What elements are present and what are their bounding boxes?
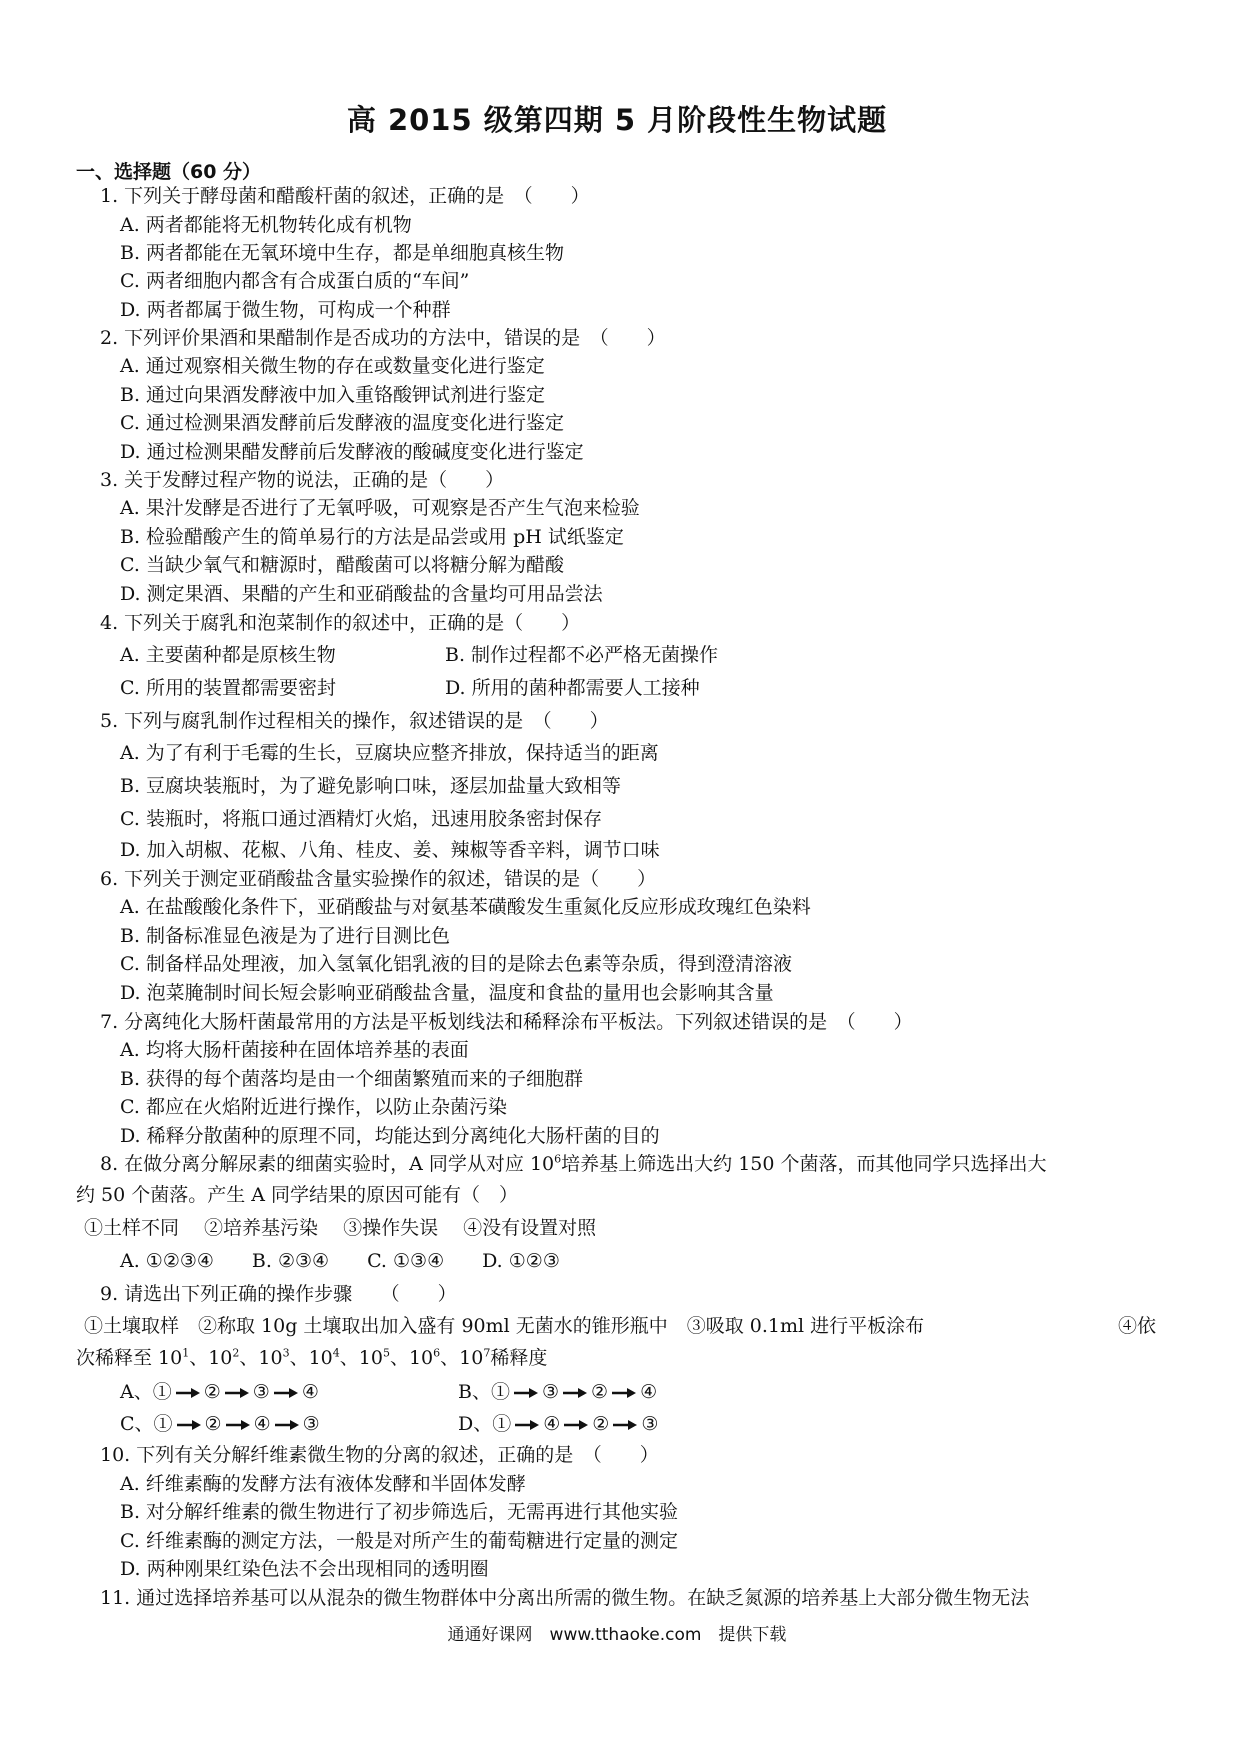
question-2-option-b: B. 通过向果酒发酵液中加入重铬酸钾试剂进行鉴定 [120, 384, 546, 406]
arrow-right-icon [177, 1420, 201, 1430]
question-4-option-b: B. 制作过程都不必严格无菌操作 [445, 644, 719, 666]
arrow-right-icon [226, 1420, 250, 1430]
question-9-dilution: 次稀释至 $10^1$、$10^2$、$10^3$、$10^4$、$10^5$、$10^6$、$10^7$稀释度 [76, 1346, 548, 1369]
question-5-option-c: C. 装瓶时，将瓶口通过酒精灯火焰，迅速用胶条密封保存 [120, 808, 602, 830]
question-9-option-d: D、① ④ ② ③ [458, 1413, 659, 1435]
question-8-options: A. ①②③④ B. ②③④ C. ①③④ D. ①②③ [120, 1250, 560, 1272]
question-10-option-d: D. 两种刚果红染色法不会出现相同的透明圈 [120, 1558, 489, 1580]
question-9-option-b: B、① ③ ② ④ [458, 1381, 658, 1403]
question-10-option-a: A. 纤维素酶的发酵方法有液体发酵和半固体发酵 [120, 1473, 526, 1495]
question-1-option-a: A. 两者都能将无机物转化成有机物 [120, 214, 412, 236]
question-9-stem: 9. 请选出下列正确的操作步骤 （ ） [100, 1283, 457, 1305]
question-4-stem: 4. 下列关于腐乳和泡菜制作的叙述中，正确的是（ ） [100, 612, 581, 634]
question-9-option-a: A、① ② ③ ④ [120, 1381, 319, 1403]
question-11-stem: 11. 通过选择培养基可以从混杂的微生物群体中分离出所需的微生物。在缺乏氮源的培养基上大部分微生物无法 [100, 1587, 1030, 1609]
question-9-steps: ①土壤取样 ②称取 10g 土壤取出加入盛有 90ml 无菌水的锥形瓶中 ③吸取 0.1ml 进行平板涂布 [84, 1315, 925, 1337]
question-2-option-a: A. 通过观察相关微生物的存在或数量变化进行鉴定 [120, 355, 545, 377]
section-heading: 一、选择题（60 分） [76, 161, 262, 183]
question-7-option-b: B. 获得的每个菌落均是由一个细菌繁殖而来的子细胞群 [120, 1068, 584, 1090]
question-4-option-a: A. 主要菌种都是原核生物 [120, 644, 336, 666]
question-6-option-d: D. 泡菜腌制时间长短会影响亚硝酸盐含量，温度和食盐的量用也会影响其含量 [120, 982, 774, 1004]
question-1-option-c: C. 两者细胞内都含有合成蛋白质的“车间” [120, 270, 470, 292]
page-title: 高 2015 级第四期 5 月阶段性生物试题 [346, 103, 888, 137]
question-7-option-a: A. 均将大肠杆菌接种在固体培养基的表面 [120, 1039, 469, 1061]
question-3-option-d: D. 测定果酒、果醋的产生和亚硝酸盐的含量均可用品尝法 [120, 583, 603, 605]
arrow-right-icon [225, 1388, 249, 1398]
question-6-option-b: B. 制备标准显色液是为了进行目测比色 [120, 925, 451, 947]
question-2-option-c: C. 通过检测果酒发酵前后发酵液的温度变化进行鉴定 [120, 412, 564, 434]
arrow-right-icon [515, 1420, 539, 1430]
arrow-right-icon [613, 1420, 637, 1430]
question-5-option-d: D. 加入胡椒、花椒、八角、桂皮、姜、辣椒等香辛料，调节口味 [120, 839, 660, 861]
arrow-right-icon [274, 1388, 298, 1398]
question-2-option-d: D. 通过检测果醋发酵前后发酵液的酸碱度变化进行鉴定 [120, 441, 584, 463]
question-9-option-c: C、① ② ④ ③ [120, 1413, 320, 1435]
arrow-right-icon [564, 1420, 588, 1430]
question-10-option-c: C. 纤维素酶的测定方法，一般是对所产生的葡萄糖进行定量的测定 [120, 1530, 678, 1552]
question-6-option-a: A. 在盐酸酸化条件下，亚硝酸盐与对氨基苯磺酸发生重氮化反应形成玫瑰红色染料 [120, 896, 811, 918]
question-1-option-d: D. 两者都属于微生物，可构成一个种群 [120, 299, 451, 321]
question-2-stem: 2. 下列评价果酒和果醋制作是否成功的方法中，错误的是 （ ） [100, 327, 666, 349]
arrow-right-icon [563, 1388, 587, 1398]
question-5-option-a: A. 为了有利于毛霉的生长，豆腐块应整齐排放，保持适当的距离 [120, 742, 659, 764]
question-10-stem: 10. 下列有关分解纤维素微生物的分离的叙述，正确的是 （ ） [100, 1444, 659, 1466]
question-3-stem: 3. 关于发酵过程产物的说法，正确的是（ ） [100, 469, 505, 491]
question-7-option-c: C. 都应在火焰附近进行操作，以防止杂菌污染 [120, 1096, 507, 1118]
question-8-stem-continued: 约 50 个菌落。产生 A 同学结果的原因可能有（ ） [76, 1184, 519, 1206]
question-8-items: ①土样不同 ②培养基污染 ③操作失误 ④没有设置对照 [84, 1217, 597, 1239]
arrow-right-icon [275, 1420, 299, 1430]
question-10-option-b: B. 对分解纤维素的微生物进行了初步筛选后，无需再进行其他实验 [120, 1501, 679, 1523]
question-6-stem: 6. 下列关于测定亚硝酸盐含量实验操作的叙述，错误的是（ ） [100, 868, 657, 890]
question-3-option-a: A. 果汁发酵是否进行了无氧呼吸，可观察是否产生气泡来检验 [120, 497, 640, 519]
question-4-option-c: C. 所用的装置都需要密封 [120, 677, 336, 699]
question-6-option-c: C. 制备样品处理液，加入氢氧化铝乳液的目的是除去色素等杂质，得到澄清溶液 [120, 953, 792, 975]
arrow-right-icon [612, 1388, 636, 1398]
arrow-right-icon [514, 1388, 538, 1398]
question-3-option-b: B. 检验醋酸产生的简单易行的方法是品尝或用 pH 试纸鉴定 [120, 526, 624, 548]
question-7-stem: 7. 分离纯化大肠杆菌最常用的方法是平板划线法和稀释涂布平板法。下列叙述错误的是 （ ） [100, 1011, 913, 1033]
question-7-option-d: D. 稀释分散菌种的原理不同，均能达到分离纯化大肠杆菌的目的 [120, 1125, 660, 1147]
question-3-option-c: C. 当缺少氧气和糖源时，醋酸菌可以将糖分解为醋酸 [120, 554, 564, 576]
question-8-stem: 8. 在做分离分解尿素的细菌实验时，A 同学从对应 $10^6$培养基上筛选出大约 150 个菌落，而其他同学只选择出大 [100, 1152, 1047, 1175]
arrow-right-icon [176, 1388, 200, 1398]
question-1-option-b: B. 两者都能在无氧环境中生存，都是单细胞真核生物 [120, 242, 565, 264]
question-1-stem: 1. 下列关于酵母菌和醋酸杆菌的叙述，正确的是 （ ） [100, 185, 590, 207]
question-5-stem: 5. 下列与腐乳制作过程相关的操作，叙述错误的是 （ ） [100, 710, 609, 732]
question-5-option-b: B. 豆腐块装瓶时，为了避免影响口味，逐层加盐量大致相等 [120, 775, 622, 797]
question-9-step4: ④依 [1118, 1315, 1157, 1337]
question-4-option-d: D. 所用的菌种都需要人工接种 [445, 677, 700, 699]
page-footer: 通通好课网 www.tthaoke.com 提供下载 [447, 1625, 787, 1645]
